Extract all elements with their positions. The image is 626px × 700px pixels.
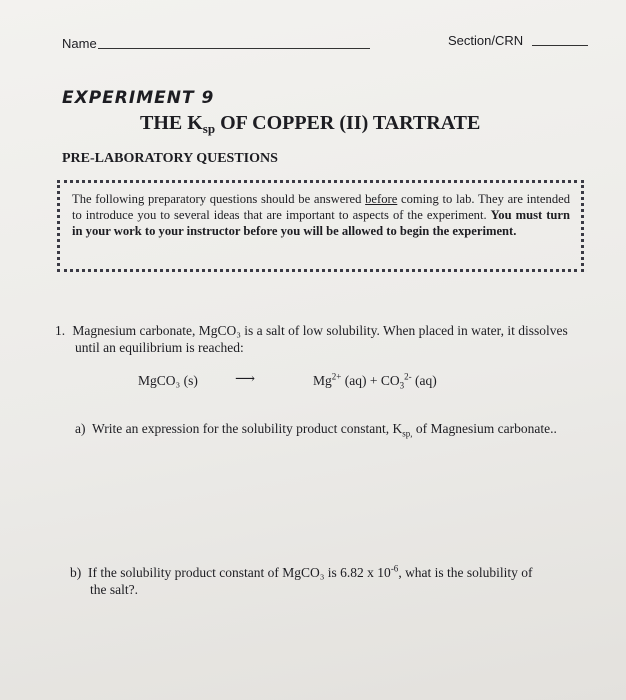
question-a-text-pre: Write an expression for the solubility product constant, K (92, 421, 403, 436)
equation-reactant: MgCO₃ (s) (138, 373, 198, 388)
mg-ion: Mg (313, 373, 332, 388)
equation-mid: (aq) + CO (341, 373, 400, 388)
question-b-line2: the salt?. (90, 582, 138, 597)
question-b-label: b) (70, 565, 82, 580)
equation-end: (aq) (411, 373, 437, 388)
instructions-part2: coming to lab. They are intended to introduce you to several ideas that are important to aspects of the experiment. (72, 192, 571, 222)
instructions-text (72, 191, 570, 239)
section-blank-line (532, 45, 588, 46)
question-b-line1-pre: If the solubility product constant of MgCO₃ is 6.82 x 10 (88, 565, 391, 580)
question-1-line2: until an equilibrium is reached: (75, 340, 244, 355)
carbonate-charge: 2- (404, 371, 412, 382)
name-label: Name (62, 36, 97, 51)
title-suffix: OF COPPER (II) TARTRATE (215, 112, 481, 134)
name-blank-line (98, 48, 370, 49)
equation-products (313, 373, 437, 389)
prelab-heading: PRE-LABORATORY QUESTIONS (62, 151, 278, 166)
question-a-text (92, 421, 557, 439)
ksp-subscript: sp, (402, 428, 413, 439)
instructions-part1: The following preparatory questions should be answered (72, 192, 366, 206)
reaction-arrow: ⟶ (235, 372, 256, 387)
question-a (75, 421, 557, 437)
question-b-line1-post: , what is the solubility of (398, 565, 533, 580)
question-1 (55, 322, 605, 356)
instructions-bold: You must turn in your work to your instructor before you will be allowed to begin the experiment. (72, 208, 570, 238)
question-1-line1: Magnesium carbonate, MgCO₃ is a salt of low solubility. When placed in water, it dissolves (72, 323, 568, 338)
page-title (140, 112, 480, 137)
question-a-text-post: of Magnesium carbonate.. (412, 421, 557, 436)
mg-charge: 2+ (331, 371, 342, 382)
instructions-underlined: before (365, 192, 398, 206)
carbonate-subscript: 3 (399, 380, 405, 391)
question-b (70, 564, 600, 598)
section-crn-label: Section/CRN (448, 33, 524, 48)
title-subscript: sp (202, 121, 216, 136)
ksp-exponent: -6 (390, 563, 399, 574)
title-prefix: THE K (140, 112, 203, 134)
instructions-box (57, 180, 584, 272)
experiment-number: EXPERIMENT 9 (62, 88, 215, 108)
question-1-number: 1. (55, 323, 66, 338)
question-a-label: a) (75, 421, 86, 436)
